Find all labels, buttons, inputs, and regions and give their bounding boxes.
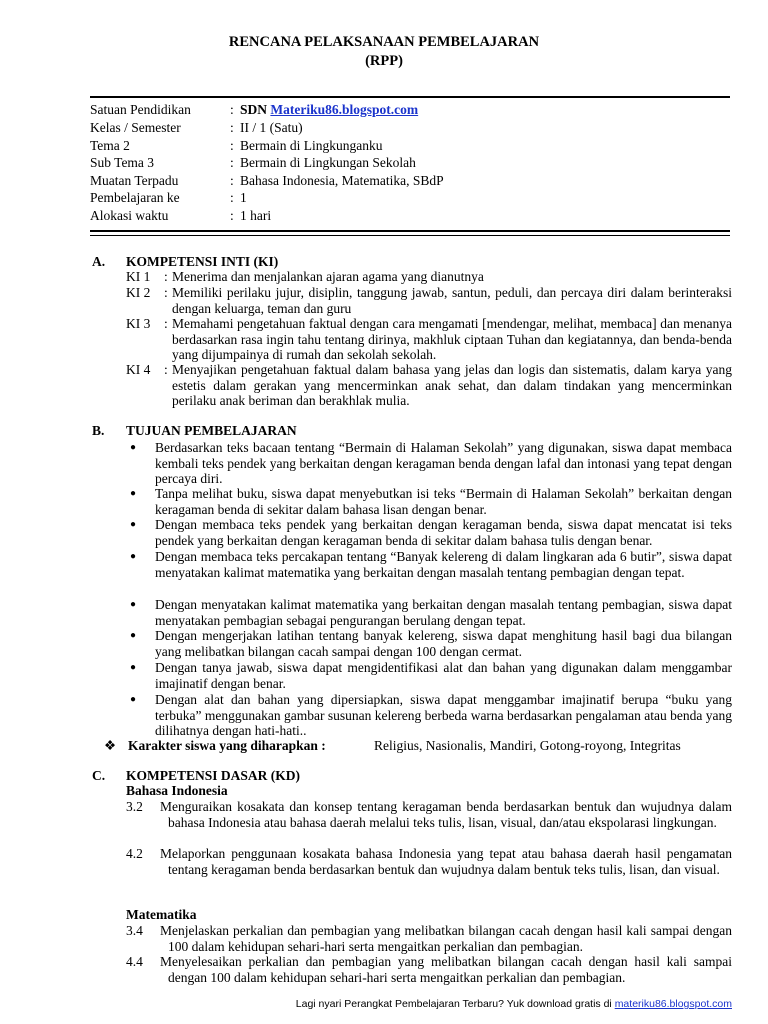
meta-sep: : [230,190,234,205]
kd-item [126,799,732,830]
ki-text: Memahami pengetahuan faktual dengan cara mengamati [mendengar, melihat, membaca] dan menanya berdasarkan rasa ingin tahu tentang dirinya, makhluk ciptaan Tuhan dan kegiatannya, dan benda-benda yang dijumpainya di rumah dan sekolah sekolah. [172,316,732,362]
karakter-value: Religius, Nasionalis, Mandiri, Gotong-royong, Integritas [374,738,681,753]
section-c-letter: C. [92,768,106,783]
ki-label: KI 1 [126,269,151,284]
bullet-icon: ● [130,488,137,499]
ki-item [126,269,732,285]
school-link[interactable]: Materiku86.blogspot.com [270,102,419,117]
list-item [130,549,732,580]
footer [0,998,732,1010]
list-item-text: Dengan mengerjakan latihan tentang banyak kelereng, siswa dapat menghitung hasil bagi dua bilangan yang melibatkan bilangan cacah sampai dengan 100 dengan cermat. [155,628,732,659]
meta-key: Muatan Terpadu [90,173,179,188]
header-rule-top [90,96,730,98]
kd-item [126,954,732,985]
section-c-title: KOMPETENSI DASAR (KD) [126,768,301,783]
kd-text: Menjelaskan perkalian dan pembagian yang melibatkan bilangan cacah dengan hasil kali sampai dengan 100 dalam kehidupan sehari-hari serta mengaitkan perkalian dan pembagian. [160,923,732,954]
meta-row-subtema [90,154,730,172]
meta-sep: : [230,208,234,223]
meta-value: II / 1 (Satu) [240,120,303,135]
ki-item [126,285,732,316]
list-item-text: Dengan alat dan bahan yang dipersiapkan, siswa dapat menggambar imajinatif berupa “buku yang terbuka” menggunakan gambar susunan kelereng berbeda warna berdasarkan pengalaman atau benda yang dilihatnya dengan hati-hati.. [155,692,732,738]
section-b-letter: B. [92,423,105,438]
list-item [130,660,732,691]
list-item [130,486,732,517]
ki-sep: : [164,316,168,331]
kd-text: Melaporkan penggunaan kosakata bahasa Indonesia yang tepat atau bahasa daerah hasil pengamatan tentang keragaman benda berdasarkan bentuk dan wujudnya dalam bentuk teks tulis, lisan, dan visual. [160,846,732,877]
meta-value: 1 [240,190,247,205]
meta-row-satuan [90,101,730,119]
ki-sep: : [164,269,168,284]
kd-number: 3.2 [126,799,143,814]
list-item [130,597,732,628]
ki-sep: : [164,362,168,377]
ki-text: Menerima dan menjalankan ajaran agama yang dianutnya [172,269,484,284]
meta-row-alokasi [90,207,730,225]
ki-text: Menyajikan pengetahuan faktual dalam bahasa yang jelas dan logis dan sistematis, dalam karya yang estetis dalam gerakan yang mencerminkan anak sehat, dan dalam tindakan yang mencerminkan perilaku anak beriman dan berakhlak mulia. [172,362,732,408]
meta-key: Kelas / Semester [90,120,181,135]
kd-item [126,923,732,954]
kd-number: 3.4 [126,923,143,938]
kd-group-matematika: Matematika [126,907,197,922]
list-item [130,628,732,659]
kd-number: 4.2 [126,846,143,861]
kd-number: 4.4 [126,954,143,969]
meta-row-kelas [90,119,730,137]
meta-value: 1 hari [240,208,272,223]
meta-sep: : [230,173,234,188]
meta-key: Alokasi waktu [90,208,169,223]
section-b-title: TUJUAN PEMBELAJARAN [126,423,297,438]
bullet-icon: ● [130,599,137,610]
kd-group-bahasa-indonesia: Bahasa Indonesia [126,783,228,798]
footer-link[interactable]: materiku86.blogspot.com [614,998,732,1010]
bullet-icon: ● [130,694,137,705]
kd-item [126,846,732,877]
meta-key: Pembelajaran ke [90,190,180,205]
ki-label: KI 4 [126,362,151,377]
bullet-icon: ● [130,630,137,641]
diamond-bullet-icon: ❖ [104,738,117,753]
meta-value: Bahasa Indonesia, Matematika, SBdP [240,173,444,188]
meta-row-pembelajaran [90,189,730,207]
meta-value [240,101,418,119]
meta-value: Bermain di Lingkungan Sekolah [240,155,416,170]
meta-sep: : [230,138,234,153]
list-item [130,517,732,548]
ki-label: KI 2 [126,285,151,300]
document-title: RENCANA PELAKSANAAN PEMBELAJARAN [228,34,540,50]
ki-item [126,316,732,363]
list-item-text: Dengan membaca teks percakapan tentang “Banyak kelereng di dalam lingkaran ada 6 butir”, siswa dapat menyatakan kalimat matematika yang berkaitan dengan masalah tentang pembagian dengan tepat. [155,549,732,580]
header-rule-bottom-2 [90,235,730,236]
list-item-text: Dengan membaca teks pendek yang berkaitan dengan keragaman benda, siswa dapat mencatat isi teks pendek yang berkaitan dengan keragaman benda di sekitar dalam bahasa tulis dengan benar. [155,517,732,548]
header-rule-bottom-1 [90,230,730,232]
meta-row-tema [90,137,730,155]
ki-item [126,362,732,409]
list-item [130,440,732,487]
bullet-icon: ● [130,551,137,562]
list-item-text: Berdasarkan teks bacaan tentang “Bermain di Halaman Sekolah” yang digunakan, siswa dapat membaca kembali teks pendek yang berkaitan dengan keragaman benda dengan lafal dan intonasi yang tepat dengan percaya diri. [155,440,732,486]
meta-prefix: SDN [240,102,268,117]
list-item-text: Dengan tanya jawab, siswa dapat mengidentifikasi alat dan bahan yang digunakan dalam menggambar imajinatif dengan benar. [155,660,732,691]
section-a-title: KOMPETENSI INTI (KI) [126,254,279,269]
bullet-icon: ● [130,662,137,673]
document-subtitle: (RPP) [365,53,403,69]
section-a-letter: A. [92,254,106,269]
ki-label: KI 3 [126,316,151,331]
karakter-label: Karakter siswa yang diharapkan : [128,738,326,753]
footer-text: Lagi nyari Perangkat Pembelajaran Terbaru? Yuk download gratis di [295,998,612,1010]
meta-sep: : [230,102,234,117]
kd-text: Menguraikan kosakata dan konsep tentang keragaman benda berdasarkan bentuk dan wujudnya dalam bahasa Indonesia atau bahasa daerah melalui teks tulis, lisan, visual, dan/atau ekspolarasi lingkungan. [160,799,732,830]
bullet-icon: ● [130,519,137,530]
ki-sep: : [164,285,168,300]
bullet-icon: ● [130,442,137,453]
list-item-text: Dengan menyatakan kalimat matematika yang berkaitan dengan masalah tentang pembagian, siswa dapat menyatakan pembagian sebagai pengurangan berulang dengan tepat. [155,597,732,628]
ki-text: Memiliki perilaku jujur, disiplin, tanggung jawab, santun, peduli, dan percaya diri dalam berinteraksi dengan keluarga, teman dan guru [172,285,732,316]
meta-sep: : [230,155,234,170]
meta-key: Tema 2 [90,138,130,153]
meta-key: Sub Tema 3 [90,155,155,170]
kd-text: Menyelesaikan perkalian dan pembagian yang melibatkan bilangan cacah dengan hasil kali sampai dengan 100 dalam kehidupan sehari-hari serta mengaitkan perkalian dan pembagian. [160,954,732,985]
list-item-text: Tanpa melihat buku, siswa dapat menyebutkan isi teks “Bermain di Halaman Sekolah” berkaitan dengan keragaman benda di sekitar dalam bahasa lisan dengan benar. [155,486,732,517]
list-item [130,692,732,739]
meta-key: Satuan Pendidikan [90,102,191,117]
meta-sep: : [230,120,234,135]
meta-value: Bermain di Lingkunganku [240,138,383,153]
meta-row-muatan [90,172,730,190]
